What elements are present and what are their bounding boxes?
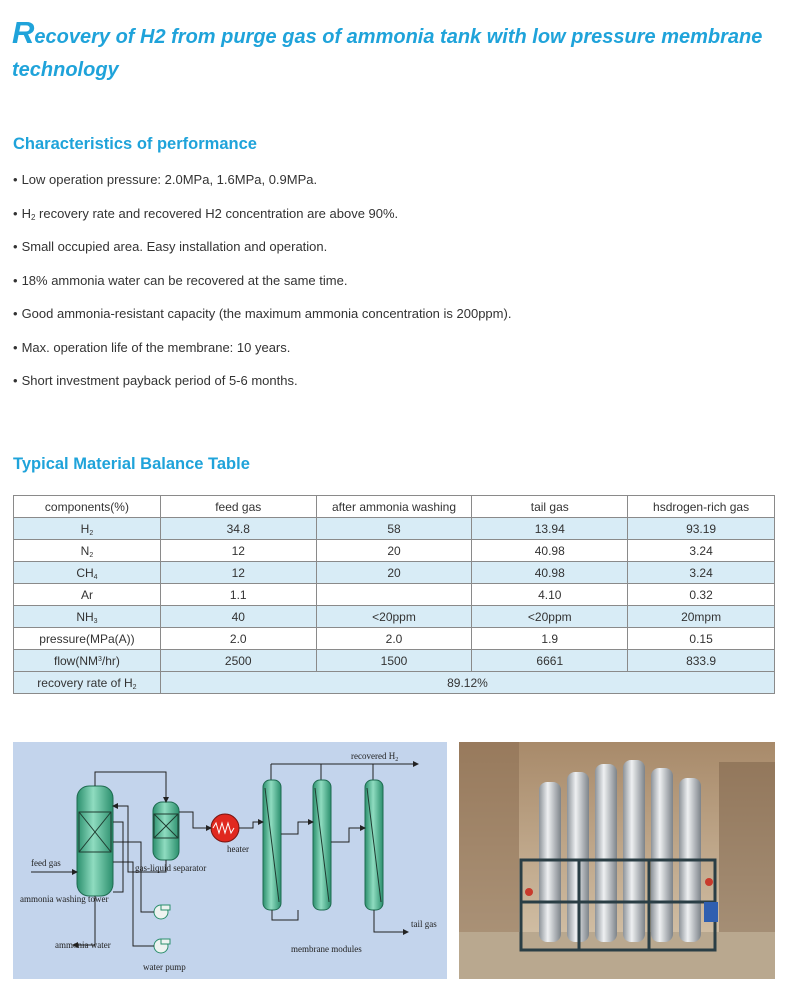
table-cell xyxy=(316,584,472,606)
list-item: • Good ammonia-resistant capacity (the maximum ammonia concentration is 200ppm). xyxy=(13,306,512,321)
table-row xyxy=(14,672,775,694)
row-label: $flow(NM^3/hr)$ xyxy=(14,650,161,672)
gas-liquid-separator-label: gas-liquid separator xyxy=(135,863,207,873)
table-cell: 1500 xyxy=(316,650,472,672)
table-row xyxy=(14,562,775,584)
table-row xyxy=(14,650,775,672)
title-text: ecovery of H2 from purge gas of ammonia tank with low pressure membrane technology xyxy=(12,26,763,81)
water-pump xyxy=(154,905,170,919)
table-cell: 13.94 xyxy=(472,518,628,540)
table-header-row xyxy=(14,496,775,518)
table-row xyxy=(14,606,775,628)
row-label: Ar xyxy=(14,584,161,606)
ammonia-water-label: ammonia water xyxy=(55,940,111,950)
performance-list xyxy=(13,172,773,407)
performance-heading: Characteristics of performance xyxy=(13,135,257,153)
table-cell: 20 xyxy=(316,540,472,562)
table-cell: 40.98 xyxy=(472,562,628,584)
list-item: • $H_2$ recovery rate and recovered H2 concentration are above 90%. xyxy=(13,205,399,222)
row-label: $CH_4$ xyxy=(14,562,161,584)
table-cell: 20mpm xyxy=(628,606,775,628)
membrane-modules-label: membrane modules xyxy=(291,944,362,954)
list-item: • Short investment payback period of 5-6 months. xyxy=(13,373,298,388)
bullet-dot: • xyxy=(13,239,18,254)
membrane-module xyxy=(313,780,331,910)
title-initial: R xyxy=(12,15,35,50)
table-cell: 3.24 xyxy=(628,540,775,562)
table-cell: 12 xyxy=(160,540,316,562)
table-cell: 40 xyxy=(160,606,316,628)
ammonia-washing-tower xyxy=(77,786,113,896)
row-label: $N_2$ xyxy=(14,540,161,562)
table-cell: 0.15 xyxy=(628,628,775,650)
table-cell: 20 xyxy=(316,562,472,584)
table-cell: 12 xyxy=(160,562,316,584)
membrane-module xyxy=(365,780,383,910)
recovered-h2-line xyxy=(271,764,418,780)
row-label: $NH_3$ xyxy=(14,606,161,628)
table-cell: 833.9 xyxy=(628,650,775,672)
table-cell: 1.1 xyxy=(160,584,316,606)
water-pump xyxy=(154,939,170,953)
valve-icon xyxy=(525,888,533,896)
table-cell: 2500 xyxy=(160,650,316,672)
table-cell: 34.8 xyxy=(160,518,316,540)
bullet-dot: • xyxy=(13,306,18,321)
list-item: • 18% ammonia water can be recovered at the same time. xyxy=(13,272,348,288)
gas-liquid-separator xyxy=(153,802,179,860)
page-title xyxy=(12,16,772,87)
table-row xyxy=(14,628,775,650)
table-cell: 4.10 xyxy=(472,584,628,606)
bullet-dot: • xyxy=(13,272,18,288)
table-cell: <20ppm xyxy=(316,606,472,628)
list-item: • Max. operation life of the membrane: 10 years. xyxy=(13,339,291,355)
table-cell: 2.0 xyxy=(316,628,472,650)
process-flow-diagram xyxy=(13,742,447,979)
recovered-h2-label: recovered $H_2$ xyxy=(351,751,399,763)
table-row xyxy=(14,540,775,562)
table-row xyxy=(14,518,775,540)
bullet-dot: • xyxy=(13,205,18,221)
list-item: • Low operation pressure: 2.0MPa, 1.6MPa, 0.9MPa. xyxy=(13,172,318,187)
column-header: after ammonia washing xyxy=(316,496,472,518)
water-pump-label: water pump xyxy=(143,962,186,972)
table-row xyxy=(14,584,775,606)
membrane-module xyxy=(263,780,281,910)
heater xyxy=(211,814,239,842)
heater-label: heater xyxy=(227,844,249,854)
row-label: recovery rate of $H_2$ xyxy=(14,672,161,694)
table-cell: 40.98 xyxy=(472,540,628,562)
table-cell: 6661 xyxy=(472,650,628,672)
recovery-rate-value: 89.12% xyxy=(160,672,774,694)
process-flow-svg xyxy=(13,742,447,979)
table-cell: 3.24 xyxy=(628,562,775,584)
feed-gas-label: feed gas xyxy=(31,858,61,868)
control-box xyxy=(704,902,718,922)
column-header: components(%) xyxy=(14,496,161,518)
equipment-photo xyxy=(459,742,775,979)
table-cell: 93.19 xyxy=(628,518,775,540)
list-item: • Small occupied area. Easy installation and operation. xyxy=(13,239,328,254)
bullet-dot: • xyxy=(13,373,18,388)
table-cell: 1.9 xyxy=(472,628,628,650)
material-balance-table xyxy=(13,495,775,694)
column-header: hsdrogen-rich gas xyxy=(628,496,775,518)
bullet-dot: • xyxy=(13,339,18,355)
row-label: $H_2$ xyxy=(14,518,161,540)
balance-table-heading: Typical Material Balance Table xyxy=(13,455,250,473)
ammonia-washing-tower-label: ammonia washing tower xyxy=(20,894,109,904)
valve-icon xyxy=(705,878,713,886)
tail-gas-label: tail gas xyxy=(411,919,437,929)
table-cell: 0.32 xyxy=(628,584,775,606)
table-cell: 2.0 xyxy=(160,628,316,650)
table-cell: 58 xyxy=(316,518,472,540)
bullet-dot: • xyxy=(13,172,18,187)
column-header: tail gas xyxy=(472,496,628,518)
table-cell: <20ppm xyxy=(472,606,628,628)
column-header: feed gas xyxy=(160,496,316,518)
row-label: pressure(MPa(A)) xyxy=(14,628,161,650)
equipment-photo-svg xyxy=(459,742,775,979)
